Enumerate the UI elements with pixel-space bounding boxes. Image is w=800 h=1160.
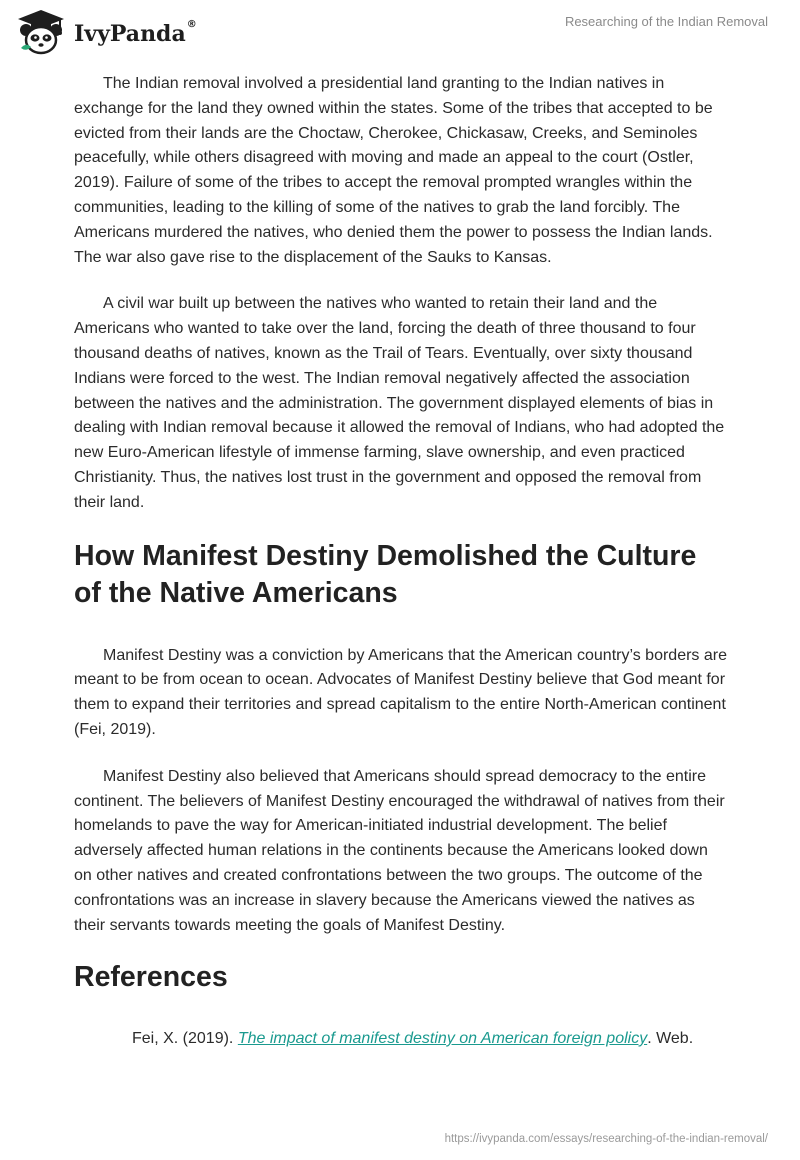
footer-url: https://ivypanda.com/essays/researching-of-the-indian-removal/ <box>444 1133 768 1145</box>
reference-prefix: Fei, X. (2019). <box>132 1029 238 1047</box>
reference-item <box>74 1027 730 1052</box>
essay-content <box>74 72 730 1052</box>
section-heading: How Manifest Destiny Demolished the Culture of the Native Americans <box>74 539 697 610</box>
paragraph-1: The Indian removal involved a presidential land granting to the Indian natives in exchange for the land they owned within the states. Some of the tribes that accepted to be evicted from their lands are the Choctaw, Cherokee, Chickasaw, Creeks, and Seminoles peacefully, while others disagreed with moving and made an appeal to the court (Ostler, 2019). Failure of some of the tribes to accept the removal prompted wrangles within the communities, leading to the killing of some of the natives to grab the land forcibly. The Americans murdered the natives, who denied them the power to possess the Indian lands. The war also gave rise to the displacement of the Sauks to Kansas. <box>74 75 713 266</box>
document-title: Researching of the Indian Removal <box>564 14 768 29</box>
panda-graduate-icon <box>14 8 68 56</box>
registered-mark: ® <box>186 19 197 30</box>
reference-suffix: . Web. <box>647 1029 694 1047</box>
references-heading: References <box>74 961 228 994</box>
logo-text: IvyPanda <box>74 21 186 47</box>
ivypanda-logo[interactable] <box>14 8 197 56</box>
logo-wordmark <box>74 21 197 47</box>
paragraph-4: Manifest Destiny also believed that Americans should spread democracy to the entire continent. The believers of Manifest Destiny encouraged the withdrawal of natives from their homelands to pave the way for American-initiated industrial development. The belief adversely affected human relations in the continents because the Americans looked down on other natives and created confrontations between the two groups. The outcome of the confrontations was an increase in slavery because the Americans viewed the natives as their servants towards meeting the goals of Manifest Destiny. <box>74 767 725 934</box>
paragraph-3: Manifest Destiny was a conviction by Americans that the American country’s borders are meant to be from ocean to ocean. Advocates of Manifest Destiny believe that God meant for them to expand their territories and spread capitalism to the entire North-American continent (Fei, 2019). <box>74 646 727 738</box>
page-header <box>0 0 800 70</box>
reference-link[interactable]: The impact of manifest destiny on American foreign policy <box>237 1029 648 1047</box>
paragraph-2: A civil war built up between the natives who wanted to retain their land and the Americans who wanted to take over the land, forcing the death of three thousand to four thousand deaths of natives, known as the Trail of Tears. Eventually, over sixty thousand Indians were forced to the west. The Indian removal negatively affected the association between the natives and the administration. The government displayed elements of bias in dealing with Indian removal because it allowed the removal of Indians, who had adopted the new Euro-American lifestyle of immense farming, slave ownership, and even practiced Christianity. Thus, the natives lost trust in the government and opposed the removal from their land. <box>74 295 725 511</box>
